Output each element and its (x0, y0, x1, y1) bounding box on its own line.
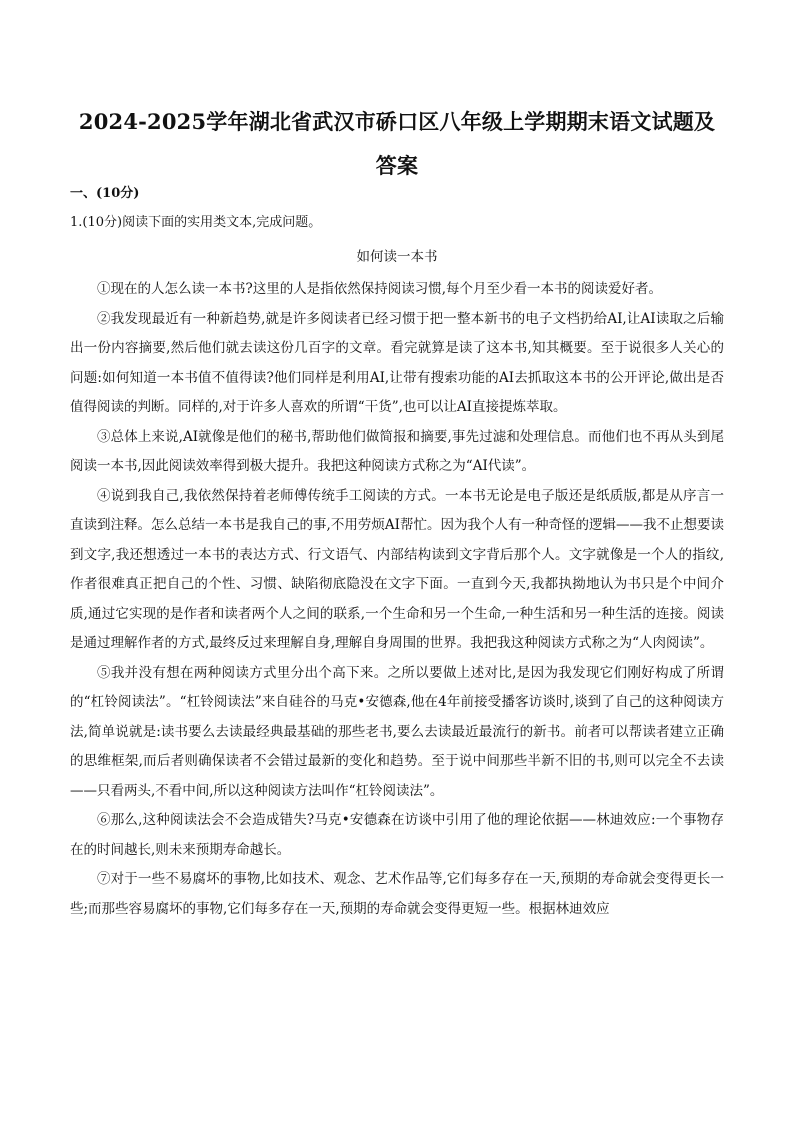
section-heading: 一、(10分) (70, 186, 140, 201)
paragraph-4: ④说到我自己,我依然保持着老师傅传统手工阅读的方式。一本书无论是电子版还是纸质版,都是从序言一直读到注释。怎么总结一本书是我自己的事,不用劳烦AI帮忙。因为我个人有一种奇怪的逻辑——我不止想要读到文字,我还想透过一本书的表达方式、行文语气、内部结构读到文字背后那个人。文字就像是一个人的指纹,作者很难真正把自己的个性、习惯、缺陷彻底隐没在文字下面。一直到今天,我都执拗地认为书只是个中间介质,通过它实现的是作者和读者两个人之间的联系,一个生命和另一个生命,一种生活和另一种生活的连接。阅读是通过理解作者的方式,最终反过来理解自身,理解自身周围的世界。我把我这种阅读方式称之为“人肉阅读”。 (70, 487, 724, 651)
article-title: 如何读一本书 (356, 249, 438, 265)
paragraph-2: ②我发现最近有一种新趋势,就是许多阅读者已经习惯于把一整本新书的电子文档扔给AI,让AI读取之后输出一份内容摘要,然后他们就去读这份几百字的文章。看完就算是读了这本书,知其概要。至于说很多人关心的问题:如何知道一本书值不值得读?他们同样是利用AI,让带有搜索功能的AI去抓取这本书的公开评论,做出是否值得阅读的判断。同样的,对于许多人喜欢的所谓“干货”,也可以让AI直接提炼萃取。 (70, 310, 724, 415)
document-title: 2024-2025学年湖北省武汉市硚口区八年级上学期期末语文试题及答案 (78, 109, 716, 178)
question-intro: 1.(10分)阅读下面的实用类文本,完成问题。 (70, 215, 322, 230)
paragraph-3: ③总体上来说,AI就像是他们的秘书,帮助他们做简报和摘要,事先过滤和处理信息。而他们也不再从头到尾阅读一本书,因此阅读效率得到极大提升。我把这种阅读方式称之为“AI代读”。 (70, 428, 724, 474)
paragraph-5: ⑤我并没有想在两种阅读方式里分出个高下来。之所以要做上述对比,是因为我发现它们刚好构成了所谓的“杠铃阅读法”。“杠铃阅读法”来自硅谷的马克•安德森,他在4年前接受播客访谈时,谈到了自己的这种阅读方法,简单说就是:读书要么去读最经典最基础的那些老书,要么去读最近最流行的新书。前者可以帮读者建立正确的思维框架,而后者则确保读者不会错过最新的变化和趋势。至于说中间那些半新不旧的书,则可以完全不去读——只看两头,不看中间,所以这种阅读方法叫作“杠铃阅读法”。 (70, 664, 724, 799)
article-body (70, 275, 724, 924)
paragraph-1: ①现在的人怎么读一本书?这里的人是指依然保持阅读习惯,每个月至少看一本书的阅读爱好者。 (97, 281, 663, 297)
paragraph-6: ⑥那么,这种阅读法会不会造成错失?马克•安德森在访谈中引用了他的理论依据——林迪效应:一个事物存在的时间越长,则未来预期寿命越长。 (70, 812, 724, 858)
paragraph-7: ⑦对于一些不易腐坏的事物,比如技术、观念、艺术作品等,它们每多存在一天,预期的寿命就会变得更长一些;而那些容易腐坏的事物,它们每多存在一天,预期的寿命就会变得更短一些。根据林迪效应 (70, 871, 724, 917)
